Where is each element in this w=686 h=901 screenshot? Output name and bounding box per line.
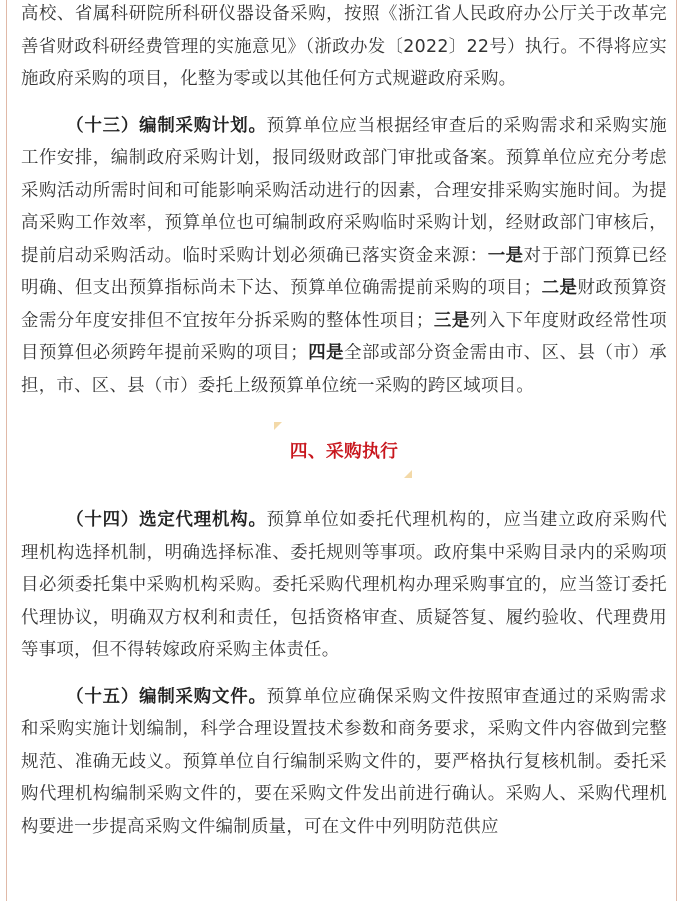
- item-13-paragraph: [21, 110, 667, 403]
- intro-paragraph: [21, 0, 667, 96]
- corner-accent-top-left: [274, 422, 282, 430]
- item-14-heading: （十四）选定代理机构。: [66, 510, 267, 530]
- item-13-text-5: 全部或部分资金需由市、区、县（市）承担，市、区、县（市）委托上级预算单位统一采购的跨区域项目。: [21, 343, 667, 396]
- item-13-label-2: 二是: [541, 278, 578, 298]
- item-15-heading: （十五）编制采购文件。: [66, 686, 267, 707]
- item-14-text: 预算单位如委托代理机构的，应当建立政府采购代理机构选择机制，明确选择标准、委托规则等事项。政府集中采购目录内的采购项目必须委托集中采购机构采购。委托采购代理机构办理采购事宜的，应当签订委托代理协议，明确双方权利和责任，包括资格审查、质疑答复、履约验收、代理费用等事项，但不得转嫁政府采购主体责任。: [21, 510, 667, 660]
- corner-accent-bottom-right: [404, 470, 412, 478]
- item-13-text-2: 对于部门预算已经明确、但支出预算指标尚未下达、预算单位确需提前采购的项目；: [21, 245, 667, 298]
- section-title: 四、采购执行: [289, 441, 399, 462]
- item-14-paragraph: [21, 504, 667, 667]
- item-13-text-1: 预算单位应当根据经审查后的采购需求和采购实施工作安排，编制政府采购计划，报同级财政部门审批或备案。预算单位应充分考虑采购活动所需时间和可能影响采购活动进行的因素，合理安排采购实施时间。为提高采购工作效率，预算单位也可编制政府采购临时采购计划，经财政部门审核后，提前启动采购活动。临时采购计划必须确已落实资金来源：: [21, 115, 667, 266]
- item-13-text-4: 列入下年度财政经常性项目预算但必须跨年提前采购的项目；: [21, 310, 667, 363]
- item-13-text-3: 财政预算资金需分年度安排但不宜按年分拆采购的整体性项目；: [21, 278, 667, 331]
- item-15-text: 预算单位应确保采购文件按照审查通过的采购需求和采购实施计划编制，科学合理设置技术参数和商务要求，采购文件内容做到完整规范、准确无歧义。预算单位自行编制采购文件的，要严格执行复核机制。委托采购代理机构编制采购文件的，要在采购文件发出前进行确认。采购人、采购代理机构要进一步提高采购文件编制质量，可在文件中列明防范供应: [21, 686, 667, 837]
- item-13-heading: （十三）编制采购计划。: [66, 115, 267, 136]
- item-13-label-3: 三是: [433, 310, 470, 331]
- item-13-label-4: 四是: [307, 343, 345, 363]
- item-15-paragraph: [21, 681, 667, 844]
- intro-text: 高校、省属科研院所科研仪器设备采购，按照《浙江省人民政府办公厅关于改革完善省财政科研经费管理的实施意见》（浙政办发〔2022〕22号）执行。不得将应实施政府采购的项目，化整为零或以其他任何方式规避政府采购。: [21, 4, 667, 89]
- item-13-label-1: 一是: [487, 245, 524, 266]
- article-body: [21, 0, 667, 857]
- section-title-block: [21, 422, 667, 494]
